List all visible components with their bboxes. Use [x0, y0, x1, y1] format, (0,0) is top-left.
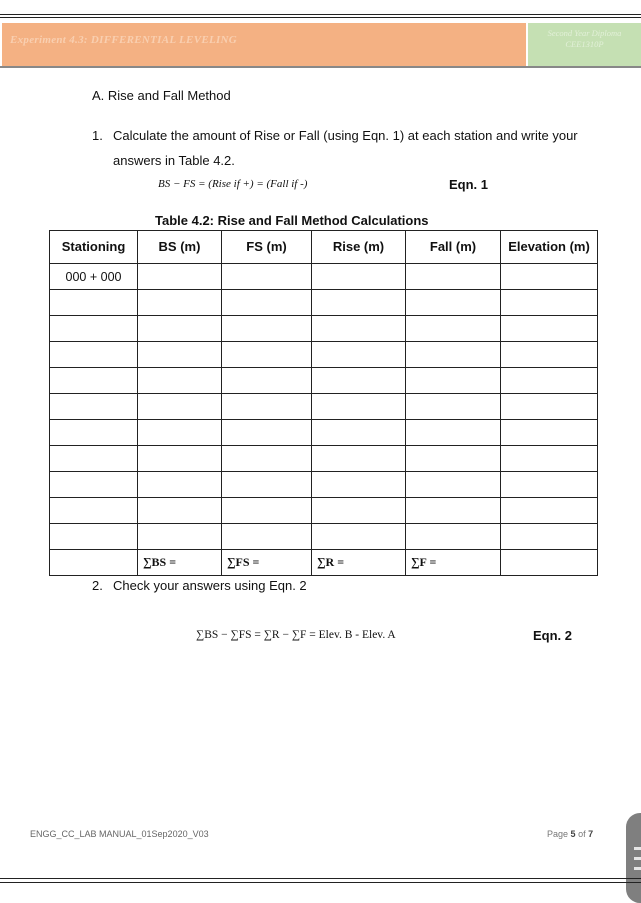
- table-cell[interactable]: [312, 498, 406, 524]
- table-sum-row: [50, 550, 598, 576]
- page-side-tab: [626, 813, 641, 903]
- table-cell[interactable]: [406, 420, 501, 446]
- step-1-number: 1.: [92, 128, 103, 143]
- table-cell[interactable]: [222, 290, 312, 316]
- table-cell[interactable]: [50, 342, 138, 368]
- table-cell[interactable]: [406, 446, 501, 472]
- page-current: 5: [570, 829, 576, 839]
- table-cell[interactable]: [50, 446, 138, 472]
- col-header-fall: Fall (m): [406, 231, 501, 264]
- table-cell[interactable]: [501, 368, 598, 394]
- bottom-rule-inner: [0, 882, 641, 883]
- table-cell[interactable]: [50, 290, 138, 316]
- table-cell[interactable]: [222, 264, 312, 290]
- table-cell[interactable]: [312, 368, 406, 394]
- table-cell[interactable]: [501, 290, 598, 316]
- table-cell[interactable]: [222, 342, 312, 368]
- table-cell[interactable]: [222, 394, 312, 420]
- table-cell[interactable]: [222, 446, 312, 472]
- table-cell[interactable]: [406, 498, 501, 524]
- table-cell[interactable]: [138, 316, 222, 342]
- table-cell[interactable]: [222, 498, 312, 524]
- table-row: [50, 446, 598, 472]
- table-cell[interactable]: [406, 472, 501, 498]
- footer-document-id: ENGG_CC_LAB MANUAL_01Sep2020_V03: [30, 829, 209, 839]
- section-heading: A. Rise and Fall Method: [92, 88, 231, 103]
- table-cell[interactable]: [50, 316, 138, 342]
- table-cell[interactable]: [501, 420, 598, 446]
- table-cell[interactable]: [501, 264, 598, 290]
- table-cell[interactable]: [50, 524, 138, 550]
- col-header-elevation: Elevation (m): [501, 231, 598, 264]
- table-cell[interactable]: [50, 472, 138, 498]
- table-cell[interactable]: [312, 394, 406, 420]
- header-program: Second Year Diploma: [547, 28, 622, 38]
- table-cell[interactable]: [138, 446, 222, 472]
- top-rule: [0, 14, 641, 15]
- table-cell[interactable]: [312, 290, 406, 316]
- table-row: [50, 316, 598, 342]
- table-cell[interactable]: [312, 342, 406, 368]
- table-cell[interactable]: [406, 524, 501, 550]
- table-cell[interactable]: [222, 524, 312, 550]
- table-cell[interactable]: [312, 316, 406, 342]
- col-header-bs: BS (m): [138, 231, 222, 264]
- table-cell[interactable]: [501, 394, 598, 420]
- table-cell[interactable]: [138, 264, 222, 290]
- col-header-stationing: Stationing: [50, 231, 138, 264]
- table-cell[interactable]: [312, 524, 406, 550]
- header-title-bar: [2, 23, 526, 66]
- table-row: [50, 264, 598, 290]
- page-of: of: [578, 829, 586, 839]
- table-cell[interactable]: [138, 524, 222, 550]
- table-cell[interactable]: [501, 316, 598, 342]
- table-cell[interactable]: [501, 498, 598, 524]
- bottom-rule: [0, 878, 641, 879]
- eqn-2-label: Eqn. 2: [533, 628, 573, 643]
- table-row: [50, 498, 598, 524]
- table-cell[interactable]: [138, 498, 222, 524]
- eqn-2-formula: ∑BS − ∑FS = ∑R − ∑F = Elev. B - Elev. A: [196, 629, 396, 641]
- table-cell[interactable]: [501, 550, 598, 576]
- table-cell[interactable]: [138, 368, 222, 394]
- top-rule-inner: [0, 17, 641, 18]
- table-cell[interactable]: [406, 316, 501, 342]
- table-cell[interactable]: [406, 368, 501, 394]
- table-cell[interactable]: [501, 524, 598, 550]
- header-underline: [0, 66, 641, 68]
- table-cell[interactable]: [406, 264, 501, 290]
- table-cell[interactable]: [138, 472, 222, 498]
- table-cell[interactable]: [312, 472, 406, 498]
- table-cell[interactable]: [50, 498, 138, 524]
- table-row: [50, 472, 598, 498]
- table-cell[interactable]: [406, 290, 501, 316]
- sum-rise-cell[interactable]: ∑R =: [312, 550, 406, 576]
- step-2-number: 2.: [92, 578, 103, 593]
- table-cell[interactable]: [50, 394, 138, 420]
- col-header-rise: Rise (m): [312, 231, 406, 264]
- table-row: [50, 290, 598, 316]
- table-cell[interactable]: [50, 368, 138, 394]
- table-cell[interactable]: [138, 394, 222, 420]
- table-cell[interactable]: [222, 472, 312, 498]
- station-cell: 000 + 000: [50, 264, 138, 290]
- table-cell[interactable]: [312, 420, 406, 446]
- rise-fall-table: [49, 230, 598, 576]
- col-header-fs: FS (m): [222, 231, 312, 264]
- table-cell[interactable]: [312, 446, 406, 472]
- table-row: [50, 368, 598, 394]
- sum-bs-cell[interactable]: ∑BS =: [138, 550, 222, 576]
- table-cell[interactable]: [138, 290, 222, 316]
- table-cell[interactable]: [406, 342, 501, 368]
- step-2-text: Check your answers using Eqn. 2: [113, 578, 307, 593]
- header-code: CEE1310P: [565, 39, 604, 49]
- table-cell[interactable]: [222, 368, 312, 394]
- table-cell[interactable]: [222, 420, 312, 446]
- table-row: [50, 342, 598, 368]
- sum-fall-cell[interactable]: ∑F =: [406, 550, 501, 576]
- table-row: [50, 394, 598, 420]
- table-cell[interactable]: [138, 420, 222, 446]
- step-1-text-line-2: answers in Table 4.2.: [113, 153, 235, 168]
- header-course-box: [528, 23, 641, 66]
- table-cell[interactable]: [406, 394, 501, 420]
- table-cell[interactable]: [312, 264, 406, 290]
- table-cell: [50, 550, 138, 576]
- table-cell[interactable]: [501, 446, 598, 472]
- table-header-row: [50, 231, 598, 264]
- table-cell[interactable]: [501, 472, 598, 498]
- page-prefix: Page: [547, 829, 569, 839]
- table-cell[interactable]: [50, 420, 138, 446]
- table-cell[interactable]: [138, 342, 222, 368]
- step-1-text-line-1: Calculate the amount of Rise or Fall (using Eqn. 1) at each station and write your: [113, 128, 578, 143]
- table-row: [50, 420, 598, 446]
- table-cell[interactable]: [222, 316, 312, 342]
- footer-page-number: [547, 829, 593, 839]
- eqn-1-formula: BS − FS = (Rise if +) = (Fall if -): [158, 178, 308, 190]
- table-row: [50, 524, 598, 550]
- header-title: Experiment 4.3: DIFFERENTIAL LEVELING: [10, 34, 238, 46]
- page-total: 7: [588, 829, 594, 839]
- sum-fs-cell[interactable]: ∑FS =: [222, 550, 312, 576]
- table-caption: Table 4.2: Rise and Fall Method Calculations: [155, 213, 429, 228]
- table-cell[interactable]: [501, 342, 598, 368]
- eqn-1-label: Eqn. 1: [449, 177, 489, 192]
